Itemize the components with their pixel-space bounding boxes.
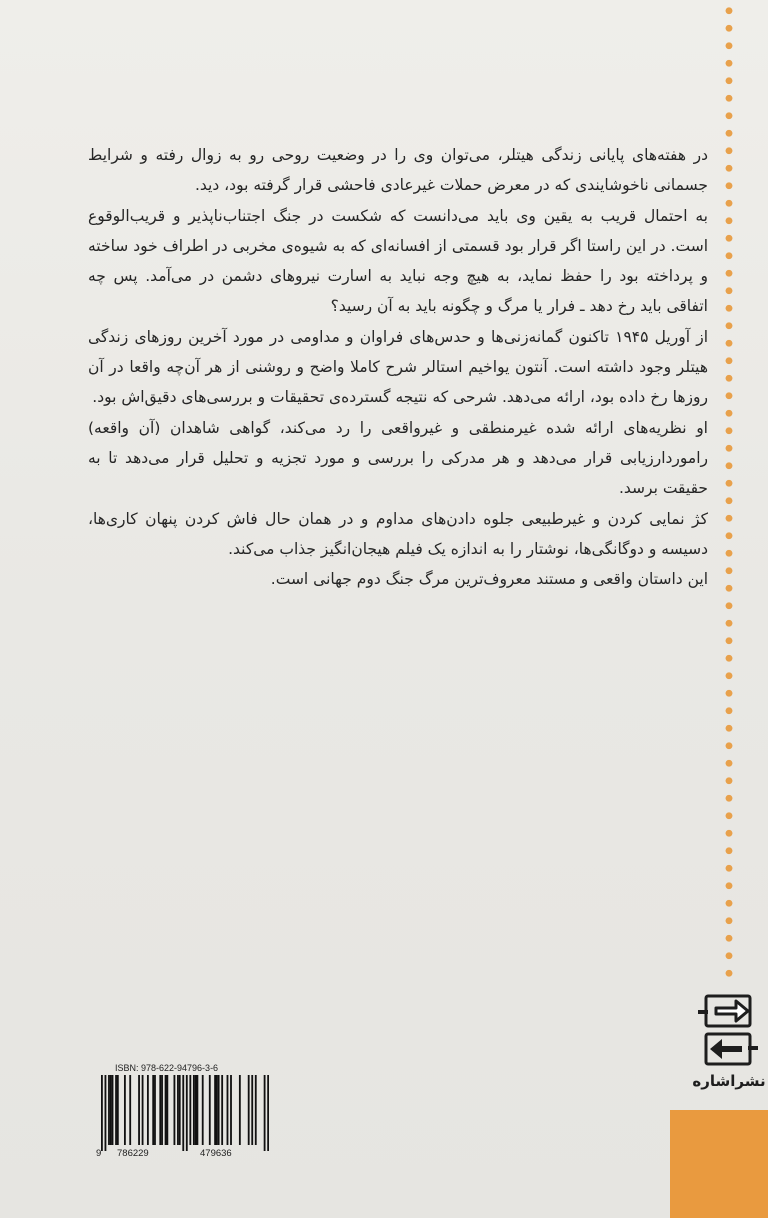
blurb-paragraph-6: این داستان واقعی و مستند معروف‌ترین مرگ جنگ دوم جهانی است. (270, 570, 708, 589)
blurb-paragraph-2: به احتمال قریب به یقین وی باید می‌دانست که شکست در جنگ اجتناب‌ناپذیر و قریب‌الوقوع است. در این راستا اگر قرار بود قسمتی از افسانه‌ای که به شیوه‌ی مخربی در اطراف خود ساخته و پرداخته بود را حفظ نماید، به هیچ وجه نباید به اسارت نیروهای دشمن در می‌آمد. پس چه اتفاقی باید رخ دهد ـ فرار یا مرگ و چگونه باید به آن رسید؟ (88, 206, 708, 316)
barcode-bar (154, 1075, 156, 1145)
barcode-bar (177, 1075, 179, 1145)
back-cover-blurb (88, 140, 708, 594)
barcode-bar (193, 1075, 195, 1145)
barcode-bar (186, 1075, 188, 1151)
barcode-bar (124, 1075, 126, 1145)
barcode-bar (218, 1075, 220, 1145)
barcode-bar (142, 1075, 144, 1145)
barcode-bar (221, 1075, 223, 1145)
barcode-bar (108, 1075, 110, 1145)
barcode-bar (117, 1075, 119, 1145)
barcode-bar (214, 1075, 216, 1145)
barcode-bar (110, 1075, 112, 1145)
barcode-bar (174, 1075, 176, 1145)
barcode-bar (239, 1075, 241, 1145)
barcode-bar (216, 1075, 218, 1145)
barcode-bar (248, 1075, 250, 1145)
barcode-bar (189, 1075, 191, 1145)
publisher-name: نشراشاره (692, 1072, 766, 1090)
barcode-bar (195, 1075, 197, 1145)
barcode-bar (209, 1075, 211, 1145)
isbn-label: ISBN: 978-622-94796-3-6 (115, 1063, 219, 1073)
barcode-bar (105, 1075, 107, 1151)
barcode-right-digits: 479636 (200, 1148, 232, 1159)
blurb-paragraph-5: کژ نمایی کردن و غیرطبیعی جلوه دادن‌های مداوم و در همان حال فاش کردن پنهان کاری‌ها، دسیسه و دوگانگی‌ها، نوشتار را به اندازه یک فیلم هیجان‌انگیز جذاب می‌کند. (88, 509, 708, 558)
barcode-bar (166, 1075, 168, 1145)
blurb-paragraph-4: او نظریه‌های ارائه شده غیرمنطقی و غیرواقعی را رد می‌کند، گواهی شاهدان (آن واقعه) راموردارزیابی قرار می‌دهد و هر مدرکی را بررسی و مورد تجزیه و تحلیل قرار می‌دهد تا به حقیقت برسد. (88, 418, 708, 498)
barcode-bar (152, 1075, 154, 1145)
publisher-arrows-logo-icon (696, 990, 762, 1072)
barcode-bar (101, 1075, 103, 1151)
orange-accent-block (670, 1110, 768, 1218)
barcode-bar (182, 1075, 184, 1151)
barcode-left-digits: 786229 (117, 1148, 149, 1159)
barcode (101, 1075, 269, 1153)
barcode-bar (112, 1075, 114, 1145)
barcode-bar (165, 1075, 167, 1145)
barcode-bar (227, 1075, 229, 1145)
barcode-bar (138, 1075, 140, 1145)
blurb-paragraph-1: در هفته‌های پایانی زندگی هیتلر، می‌توان وی را در وضعیت روحی رو به زوال رفته و شرایط جسمانی ناخوشایندی که در معرض حملات غیرعادی فاحشی قرار گرفته بود، دید. (88, 146, 708, 195)
publisher-logo (692, 988, 766, 1106)
barcode-bar (179, 1075, 181, 1145)
blurb-paragraph-3: از آوریل ۱۹۴۵ تاکنون گمانه‌زنی‌ها و حدس‌های فراوان و مداومی در مورد آخرین روزهای زندگی هیتلر وجود داشته است. آنتون یواخیم استالر شرح کاملا واضح و روشنی از هر آن‌چه واقعا در آن روزها رخ داده بود، ارائه می‌دهد. شرحی که نتیجه گسترده‌ی تحقیقات و بررسی‌های دقیق‌اش بود. (88, 327, 709, 407)
barcode-bar (267, 1075, 269, 1151)
barcode-bar (196, 1075, 198, 1145)
barcode-bar (255, 1075, 257, 1145)
barcode-bar (129, 1075, 131, 1145)
barcode-bar (251, 1075, 253, 1145)
barcode-bar (159, 1075, 161, 1145)
barcode-first-digit: 9 (96, 1148, 102, 1159)
barcode-bar (147, 1075, 149, 1145)
barcode-bar (202, 1075, 204, 1145)
barcode-bar (230, 1075, 232, 1145)
dotted-border-decoration (722, 0, 736, 985)
barcode-bar (161, 1075, 163, 1145)
barcode-bar (115, 1075, 117, 1145)
barcode-bar (264, 1075, 266, 1151)
